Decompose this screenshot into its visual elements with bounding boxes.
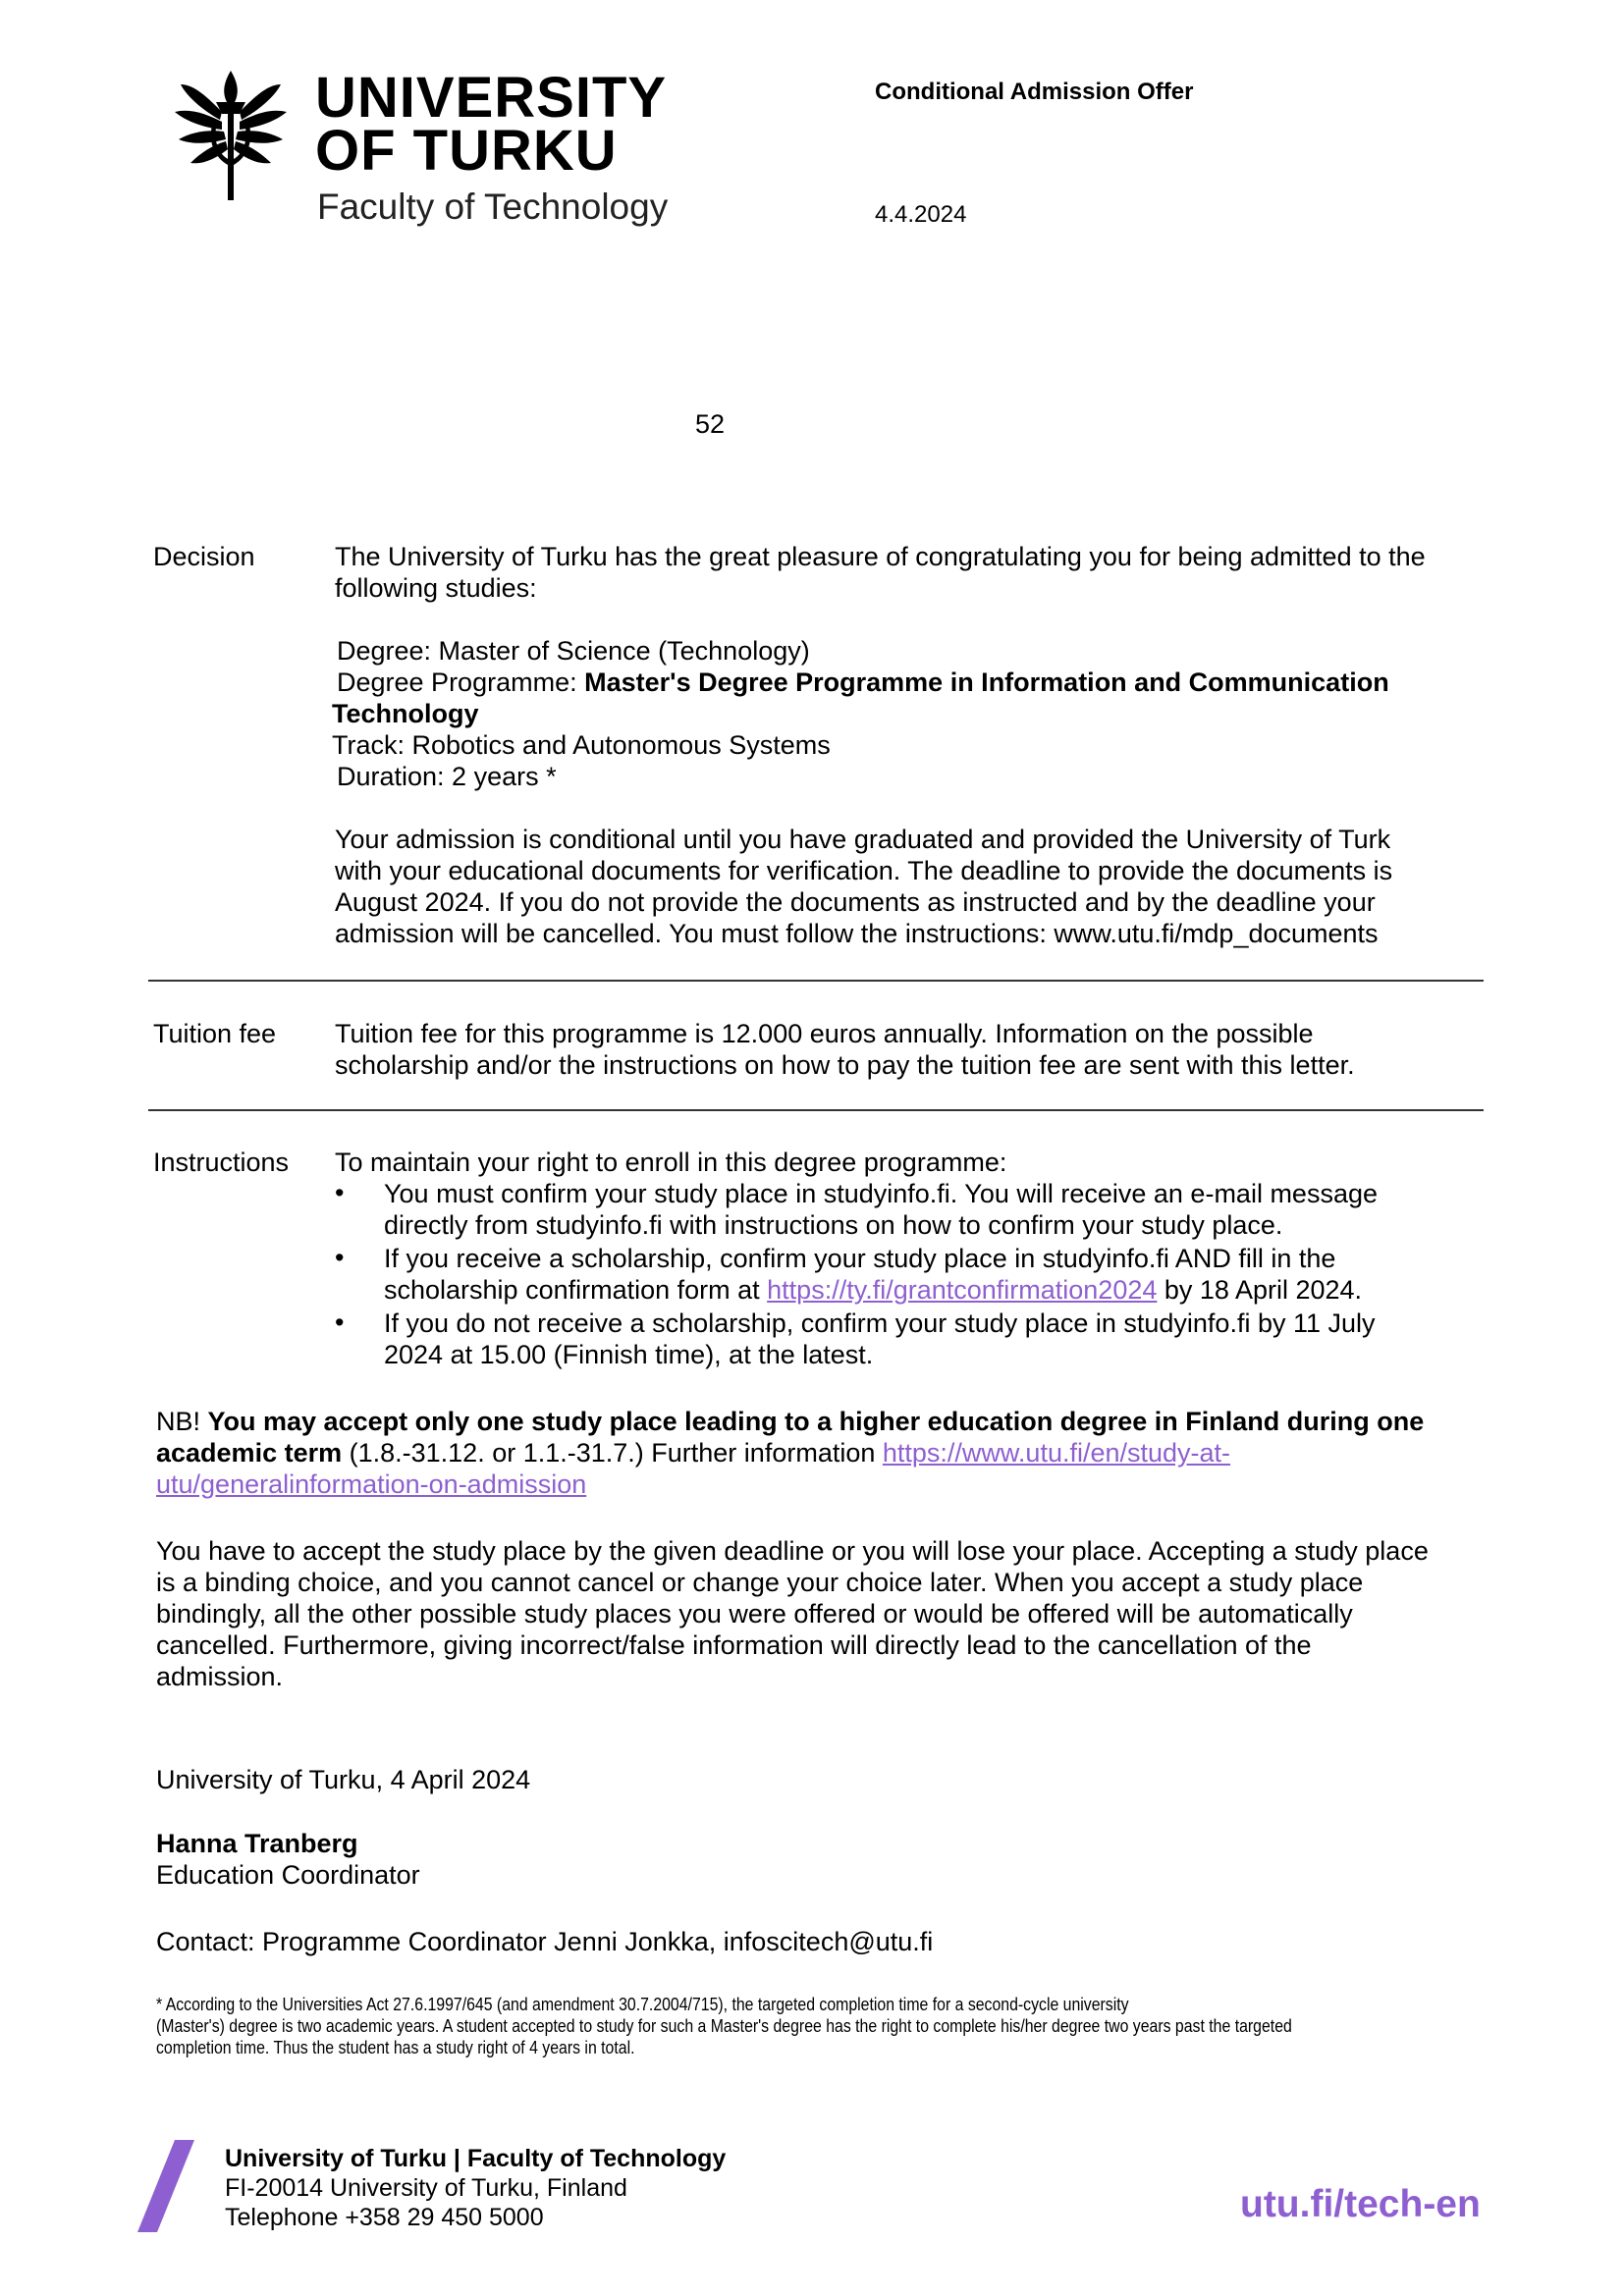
accept-line: bindingly, all the other possible study places you were offered or would be offered will be automatically (156, 1599, 1353, 1629)
footnote-line: (Master's) degree is two academic years. A student accepted to study for such a Master's degree has the right to complete his/her degree two years past the targeted (156, 2016, 1292, 2036)
grant-confirmation-link[interactable]: https://ty.fi/grantconfirmation2024 (767, 1275, 1158, 1305)
accept-line: You have to accept the study place by the given deadline or you will lose your place. Accepting a study place (156, 1536, 1429, 1566)
logo-university-line1: UNIVERSITY (315, 66, 668, 130)
university-logo (173, 69, 291, 202)
logo-university-line2: OF TURKU (315, 119, 618, 183)
duration-line: Duration: 2 years * (337, 762, 557, 791)
tuition-line: Tuition fee for this programme is 12.000 euros annually. Information on the possible (335, 1019, 1314, 1048)
signature-name: Hanna Tranberg (156, 1829, 358, 1858)
track-line: Track: Robotics and Autonomous Systems (332, 730, 831, 760)
contact-line: Contact: Programme Coordinator Jenni Jonkka, infoscitech@utu.fi (156, 1927, 934, 1956)
accept-line: admission. (156, 1662, 284, 1691)
nb-after: (1.8.-31.12. or 1.1.-31.7.) Further information (342, 1438, 883, 1468)
signature-place-date: University of Turku, 4 April 2024 (156, 1765, 531, 1794)
decision-intro-line2: following studies: (335, 573, 537, 603)
bullet2-suffix: by 18 April 2024. (1157, 1275, 1363, 1305)
bullet1-line1: You must confirm your study place in studyinfo.fi. You will receive an e-mail message (384, 1179, 1378, 1208)
conditional-line: with your educational documents for verification. The deadline to provide the documents is (335, 856, 1393, 885)
programme-prefix: Degree Programme: (337, 667, 585, 697)
accept-line: is a binding choice, and you cannot cancel or change your choice later. When you accept a study place (156, 1568, 1364, 1597)
instructions-label: Instructions (153, 1148, 290, 1177)
document-date: 4.4.2024 (875, 201, 967, 228)
tuition-line: scholarship and/or the instructions on how to pay the tuition fee are sent with this letter. (335, 1050, 1355, 1080)
conditional-line: August 2024. If you do not provide the documents as instructed and by the deadline your (335, 887, 1376, 917)
nb-bold: You may accept only one study place leading to a higher education degree in Finland during one (207, 1407, 1425, 1436)
conditional-line: Your admission is conditional until you have graduated and provided the University of Turk (335, 825, 1391, 854)
programme-name: Master's Degree Programme in Information and Communication (584, 667, 1389, 697)
tuition-label: Tuition fee (153, 1019, 277, 1048)
footer-phone: Telephone +358 29 450 5000 (225, 2204, 544, 2231)
decision-intro-line1: The University of Turku has the great pleasure of congratulating you for being admitted to the (335, 542, 1426, 571)
nb-line1 (156, 1406, 1424, 1437)
nb-prefix: NB! (156, 1407, 208, 1436)
logo-faculty: Faculty of Technology (317, 187, 669, 227)
conditional-paragraph (335, 824, 1427, 949)
conditional-line: admission will be cancelled. You must follow the instructions: www.utu.fi/mdp_documents (335, 919, 1379, 948)
reference-number: 52 (695, 409, 726, 439)
footnote-line: * According to the Universities Act 27.6.1997/645 (and amendment 30.7.2004/715), the targeted completion time for a second-cycle university (156, 1995, 1129, 2014)
admission-info-link-cont[interactable]: utu/generalinformation-on-admission (156, 1469, 587, 1499)
bullet-icon: • (335, 1243, 345, 1272)
bullet2-prefix: scholarship confirmation form at (384, 1275, 768, 1305)
degree-line: Degree: Master of Science (Technology) (337, 636, 810, 666)
bullet3-line2: 2024 at 15.00 (Finnish time), at the latest. (384, 1340, 874, 1369)
bullet1-line2: directly from studyinfo.fi with instructions on how to confirm your study place. (384, 1210, 1283, 1240)
bullet-icon: • (335, 1308, 345, 1337)
nb-bold-term: academic term (156, 1438, 343, 1468)
footnote-line: completion time. Thus the student has a study right of 4 years in total. (156, 2038, 635, 2057)
bullet3-line1: If you do not receive a scholarship, confirm your study place in studyinfo.fi by 11 July (384, 1308, 1376, 1338)
divider (148, 980, 1484, 982)
document-title: Conditional Admission Offer (875, 79, 1194, 105)
footer-slash-icon (137, 2140, 196, 2232)
signature-title: Education Coordinator (156, 1860, 420, 1890)
programme-line (337, 667, 1389, 698)
programme-name-cont: Technology (332, 699, 479, 728)
accept-line: cancelled. Furthermore, giving incorrect/false information will directly lead to the cancellation of the (156, 1630, 1312, 1660)
accept-paragraph (156, 1535, 1429, 1692)
bullet-icon: • (335, 1178, 345, 1207)
nb-line2 (156, 1437, 1230, 1468)
footer-url-link[interactable]: utu.fi/tech-en (1240, 2183, 1481, 2225)
footnote (156, 1994, 1447, 2058)
admission-info-link[interactable]: https://www.utu.fi/en/study-at- (882, 1438, 1231, 1468)
footer-address: FI-20014 University of Turku, Finland (225, 2174, 627, 2202)
divider (148, 1109, 1484, 1111)
instructions-intro: To maintain your right to enroll in this degree programme: (335, 1148, 1007, 1177)
footer-org: University of Turku | Faculty of Technology (225, 2145, 727, 2172)
bullet2-line1: If you receive a scholarship, confirm your study place in studyinfo.fi AND fill in the (384, 1244, 1336, 1273)
decision-label: Decision (153, 542, 255, 571)
bullet2-line2 (384, 1274, 1362, 1306)
torch-emblem-icon (173, 69, 291, 202)
